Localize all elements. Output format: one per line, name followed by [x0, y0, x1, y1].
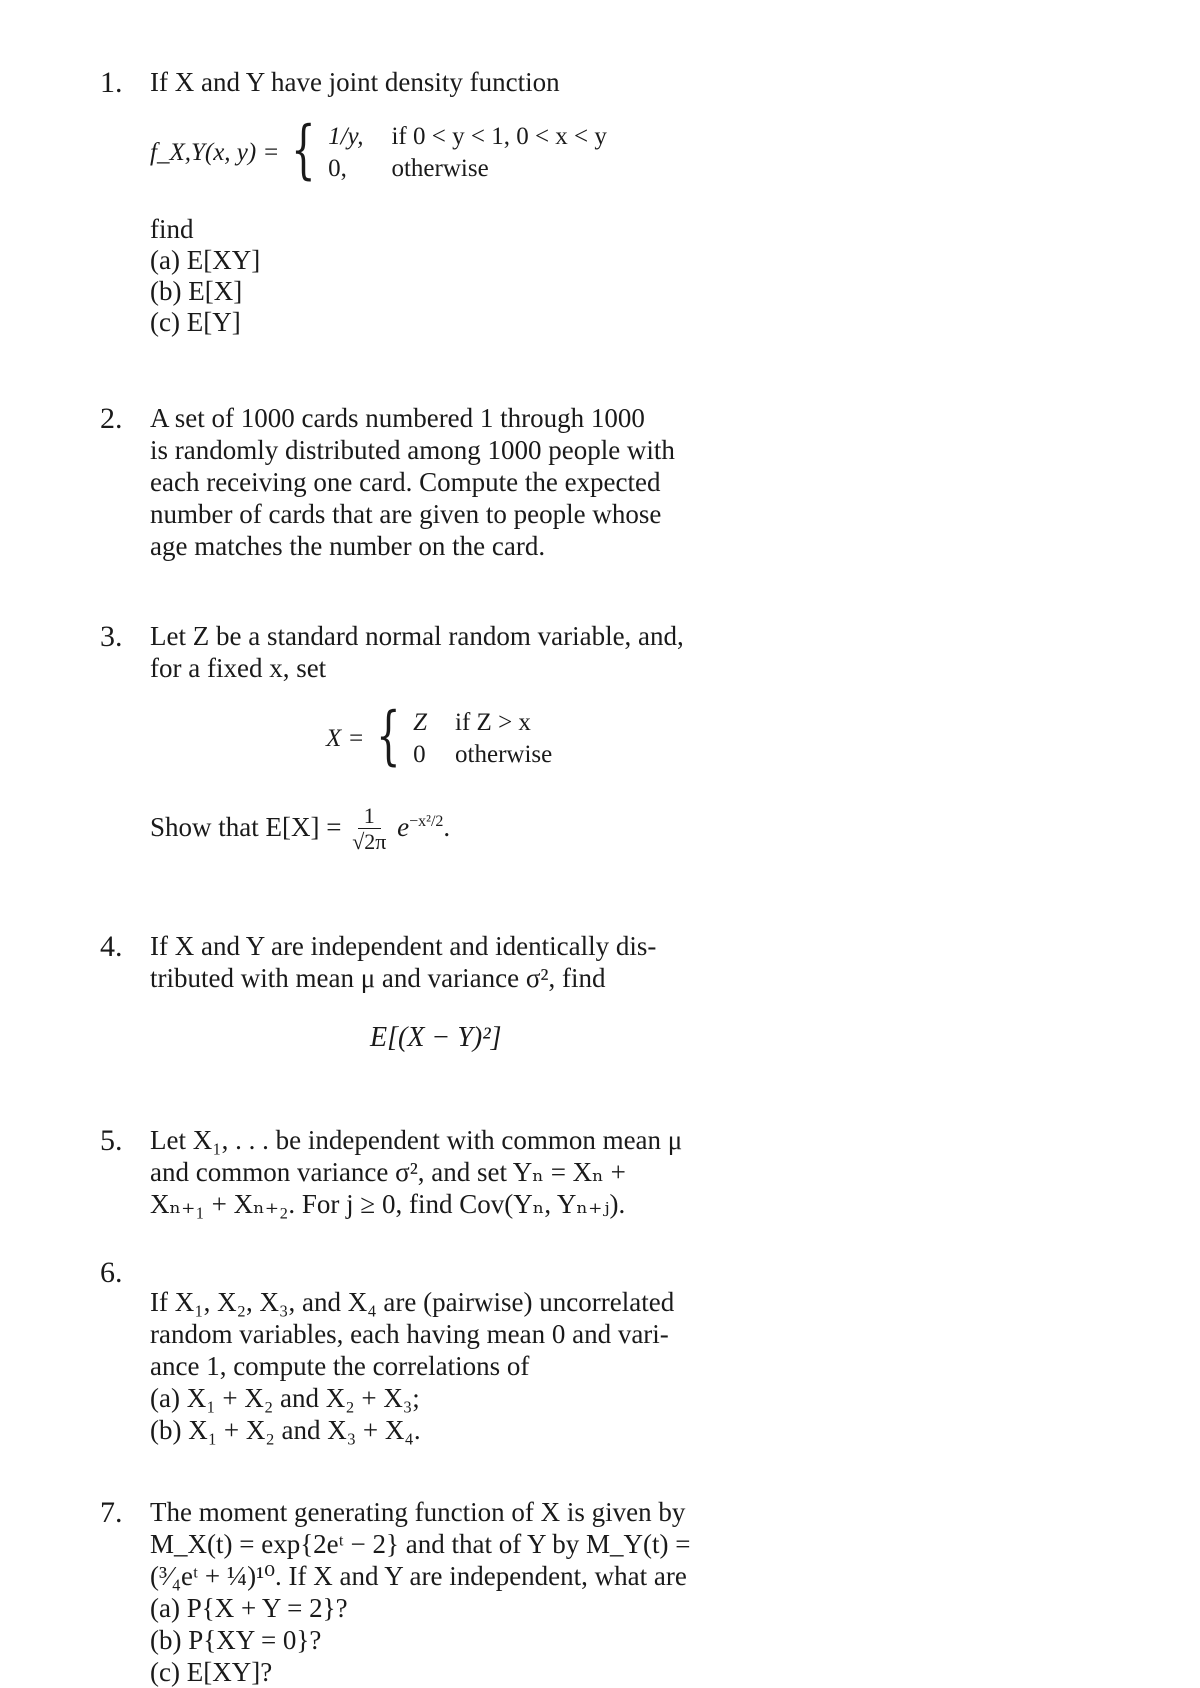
problem-3-case1-value: Z	[413, 709, 428, 736]
problem-3-cases	[413, 708, 552, 770]
problem-5-number: 5.	[100, 1124, 123, 1157]
problem-3-line-2: for a fixed x, set	[150, 653, 327, 683]
problem-2-number: 2.	[100, 402, 123, 435]
problem-4-line-1: If X and Y are independent and identically dis-	[150, 931, 657, 961]
problem-6-number: 6.	[100, 1256, 123, 1289]
problem-3-period: .	[443, 812, 451, 842]
problem-4-line-2: tributed with mean μ and variance σ², find	[150, 963, 606, 993]
problem-5-line-2: and common variance σ², and set Yₙ = Xₙ +	[150, 1157, 626, 1187]
problem-6-text	[150, 1286, 750, 1446]
problem-3-number: 3.	[100, 620, 123, 653]
left-brace-symbol: {	[291, 113, 316, 187]
problem-1-case2-value: 0,	[328, 155, 347, 182]
problem-6-line-2: random variables, each having mean 0 and vari-	[150, 1319, 669, 1349]
problem-3-x-definition	[326, 699, 553, 774]
problem-7-part-b: (b) P{XY = 0}?	[150, 1625, 322, 1655]
problem-5-line-1: Let X₁, . . . be independent with common mean μ	[150, 1125, 683, 1155]
problem-1-density-lhs: f_X,Y(x, y) =	[150, 139, 280, 166]
problem-3-fraction	[352, 804, 386, 855]
problem-7-line-1: The moment generating function of X is given by	[150, 1497, 686, 1527]
problem-3-exp-power: −x²/2	[409, 813, 444, 830]
problem-5-line-3: Xₙ₊₁ + Xₙ₊₂. For j ≥ 0, find Cov(Yₙ, Yₙ₊ⱼ).	[150, 1189, 626, 1219]
problem-4-equation: E[(X − Y)²]	[370, 1022, 502, 1053]
problem-3-text	[150, 620, 750, 684]
problem-2-line-1: A set of 1000 cards numbered 1 through 1000	[150, 403, 645, 433]
problem-2-line-2: is randomly distributed among 1000 people with	[150, 435, 675, 465]
problem-3-show-prefix: Show that E[X] =	[150, 812, 342, 842]
problem-4-text	[150, 930, 750, 994]
problem-1-intro-text: If X and Y have joint density function	[150, 67, 560, 97]
problem-7-part-c: (c) E[XY]?	[150, 1657, 273, 1687]
problem-2-line-5: age matches the number on the card.	[150, 531, 546, 561]
problem-1-find: find	[150, 214, 194, 244]
problem-3-x-lhs: X =	[326, 725, 365, 752]
problem-7-part-a: (a) P{X + Y = 2}?	[150, 1593, 348, 1623]
problem-2-line-4: number of cards that are given to people whose	[150, 499, 662, 529]
problem-1-case1-value: 1/y,	[328, 123, 364, 150]
problem-1-case1-condition: if 0 < y < 1, 0 < x < y	[391, 123, 607, 150]
problem-3-line-1: Let Z be a standard normal random variable, and,	[150, 621, 684, 651]
problem-1-part-a: (a) E[XY]	[150, 245, 261, 275]
problem-2-text	[150, 402, 750, 562]
problem-3-case1-condition: if Z > x	[455, 709, 531, 736]
problem-1-intro	[150, 66, 750, 98]
problem-3-case2-value: 0	[413, 741, 426, 768]
problem-5-text	[150, 1124, 750, 1220]
problem-3-exp-base: e	[397, 812, 410, 842]
problem-6-line-1: If X₁, X₂, X₃, and X₄ are (pairwise) uncorrelated	[150, 1287, 675, 1317]
problem-3-fraction-denominator: √2π	[352, 829, 387, 855]
problem-7-line-3: (³⁄₄eᵗ + ¼)¹⁰. If X and Y are independent, what are	[150, 1561, 687, 1591]
problem-4-number: 4.	[100, 930, 123, 963]
problem-7-line-2: M_X(t) = exp{2eᵗ − 2} and that of Y by M_Y(t) =	[150, 1529, 691, 1559]
problem-6-part-a: (a) X₁ + X₂ and X₂ + X₃;	[150, 1383, 420, 1413]
left-brace-symbol: {	[376, 699, 401, 773]
problem-2-line-3: each receiving one card. Compute the expected	[150, 467, 661, 497]
problem-6-line-3: ance 1, compute the correlations of	[150, 1351, 530, 1381]
problem-3-show-that	[150, 802, 750, 855]
problem-1-part-c: (c) E[Y]	[150, 307, 241, 337]
problem-1-cases	[328, 122, 607, 184]
problem-3-fraction-numerator: 1	[358, 804, 381, 829]
problem-1-case2-condition: otherwise	[391, 155, 489, 182]
problem-3-case2-condition: otherwise	[455, 741, 553, 768]
problem-6-part-b: (b) X₁ + X₂ and X₃ + X₄.	[150, 1415, 421, 1445]
problem-1-parts	[150, 214, 750, 338]
problem-1-number: 1.	[100, 66, 123, 99]
problem-7-number: 7.	[100, 1496, 123, 1529]
problem-1-density-definition	[150, 113, 607, 188]
problem-7-text	[150, 1496, 750, 1688]
problem-1-part-b: (b) E[X]	[150, 276, 243, 306]
